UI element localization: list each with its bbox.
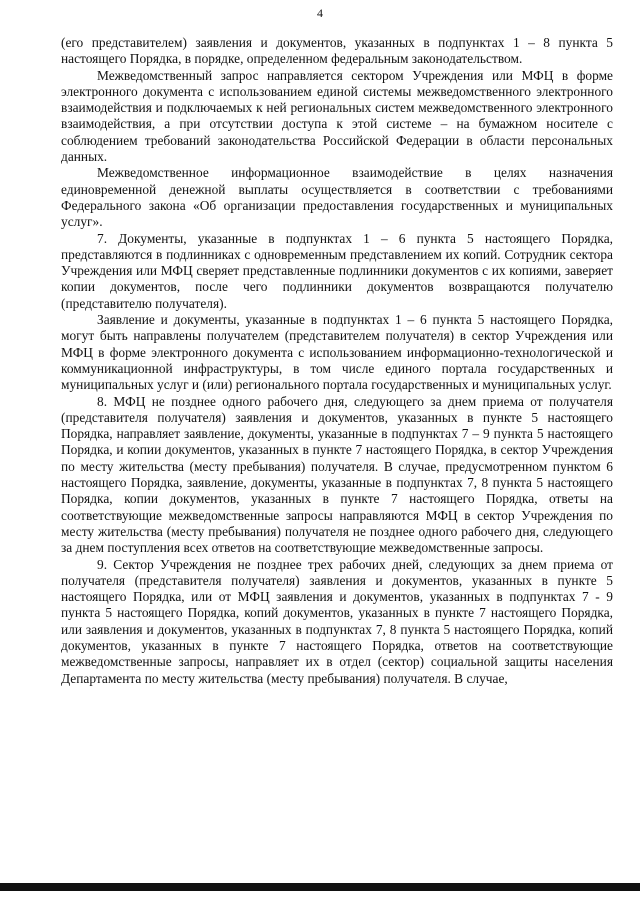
document-body [61,35,613,687]
paragraph-electronic-submission: Заявление и документы, указанные в подпунктах 1 – 6 пункта 5 настоящего Порядка, могут быть направлены получателем (представителем получателя) в сектор Учреждения или МФЦ в форме электронного документа с использованием информационно-технологической и коммуникационной инфраструктуры, в том числе единого портала государственных и муниципальных услуг и (или) регионального портала государственных и муниципальных услуг. [61,312,613,393]
page-bottom-bar [0,883,640,891]
paragraph-item-9: 9. Сектор Учреждения не позднее трех рабочих дней, следующих за днем приема от получателя (представителя получателя) заявления и документов, указанных в пункте 5 настоящего Порядка, или от МФЦ заявления и документов, указанных в подпунктах 7 - 9 пункта 5 настоящего Порядка, копий документов, указанных в пункте 7 настоящего Порядка, или заявления и документов, указанных в подпунктах 7, 8 пункта 5 настоящего Порядка, копий документов, указанных в пункте 7 настоящего Порядка, ответов на соответствующие межведомственные запросы, направляет их в отдел (сектор) социальной защиты населения Департамента по месту жительства (месту пребывания) получателя. В случае, [61,556,613,686]
paragraph-item-8: 8. МФЦ не позднее одного рабочего дня, следующего за днем приема от получателя (представителя получателя) заявления и документов, указанных в пункте 5 настоящего Порядка, направляет заявление, документы, указанные в подпунктах 7 – 9 пункта 5 настоящего Порядка, и копии документов, указанных в пункте 7 настоящего Порядка, в сектор Учреждения по месту жительства (месту пребывания) получателя. В случае, предусмотренном пунктом 6 настоящего Порядка, заявление, документы, указанные в подпунктах 7, 8 пункта 5 настоящего Порядка, копии документов, указанных в пункте 7 настоящего Порядка, ответы на соответствующие межведомственные запросы направляются МФЦ в сектор Учреждения по месту жительства (месту пребывания) получателя не позднее одного рабочего дня, следующего за днем поступления всех ответов на соответствующие межведомственные запросы. [61,393,613,556]
paragraph-item-7: 7. Документы, указанные в подпунктах 1 – 6 пункта 5 настоящего Порядка, представляются в подлинниках с одновременным представлением их копий. Сотрудник сектора Учреждения или МФЦ сверяет представленные подлинники документов с их копиями, заверяет копии документов, после чего подлинники документов возвращаются получателю (представителю получателя). [61,230,613,311]
paragraph-interagency-interaction: Межведомственное информационное взаимодействие в целях назначения единовременной денежной выплаты осуществляется в соответствии с требованиями Федерального закона «Об организации предоставления государственных и муниципальных услуг». [61,165,613,230]
paragraph-continuation: (его представителем) заявления и документов, указанных в подпунктах 1 – 8 пункта 5 настоящего Порядка, в порядке, определенном федеральным законодательством. [61,35,613,67]
page-number: 4 [317,6,323,20]
paragraph-interagency-request: Межведомственный запрос направляется сектором Учреждения или МФЦ в форме электронного документа с использованием единой системы межведомственного электронного взаимодействия и подключаемых к ней региональных систем межведомственного электронного взаимодействия, а при отсутствии доступа к этой системе – на бумажном носителе с соблюдением требований законодательства Российской Федерации в области персональных данных. [61,67,613,165]
